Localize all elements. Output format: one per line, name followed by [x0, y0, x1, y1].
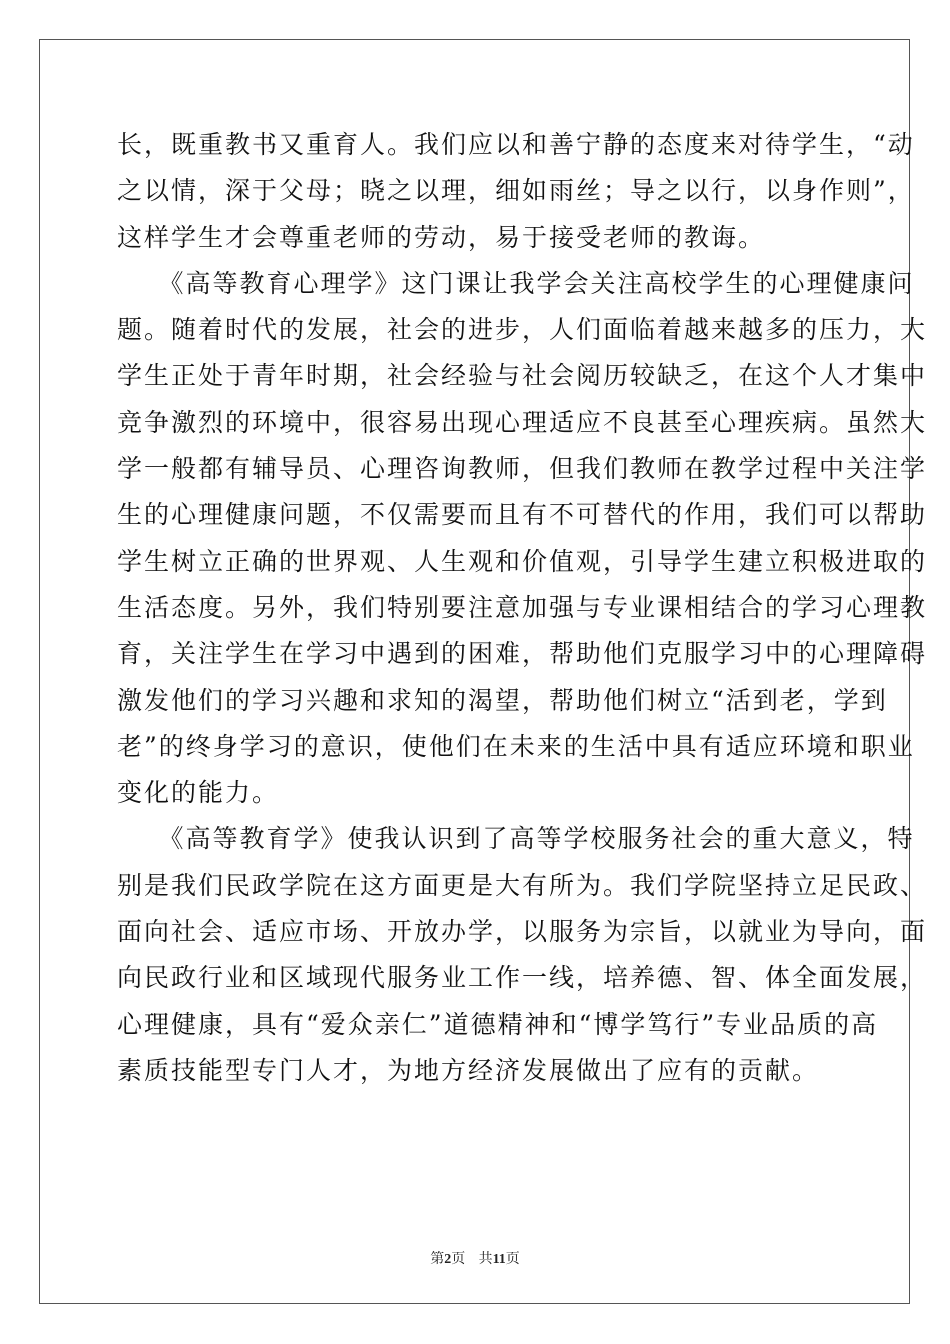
text-line: 激发他们的学习兴趣和求知的渴望，帮助他们树立“活到老，学到 [117, 685, 888, 715]
text-line: 向民政行业和区域现代服务业工作一线，培养德、智、体全面发展， [117, 963, 928, 993]
text-line: 生活态度。另外，我们特别要注意加强与专业课相结合的学习心理教 [117, 592, 928, 622]
text-line: 长，既重教书又重育人。我们应以和善宁静的态度来对待学生，“动 [117, 130, 915, 159]
footer-page-suffix: 页 [451, 1251, 466, 1267]
page-number: 2 [444, 1252, 452, 1267]
text-line: 育，关注学生在学习中遇到的困难，帮助他们克服学习中的心理障碍 [117, 639, 928, 669]
text-line: 学生正处于青年时期，社会经验与社会阅历较缺乏，在这个人才集中 [117, 361, 928, 391]
total-pages: 11 [492, 1252, 506, 1267]
text-line: 素质技能型专门人才，为地方经济发展做出了应有的贡献。 [117, 1055, 820, 1085]
text-line: 心理健康，具有“爱众亲仁”道德精神和“博学笃行”专业品质的高 [117, 1009, 879, 1039]
text-line: 学一般都有辅导员、心理咨询教师，但我们教师在教学过程中关注学 [117, 454, 928, 484]
text-line: 别是我们民政学院在这方面更是大有所为。我们学院坚持立足民政、 [117, 870, 928, 900]
text-line: 竞争激烈的环境中，很容易出现心理适应不良甚至心理疾病。虽然大 [117, 407, 928, 437]
document-body [117, 122, 928, 1094]
page-footer [0, 1248, 950, 1268]
text-line: 生的心理健康问题，不仅需要而且有不可替代的作用，我们可以帮助 [117, 500, 928, 530]
text-line: 老”的终身学习的意识，使他们在未来的生活中具有适应环境和职业 [117, 731, 915, 761]
footer-total-prefix: 共 [478, 1251, 493, 1267]
text-line: 之以情，深于父母；晓之以理，细如雨丝；导之以行，以身作则”， [117, 176, 915, 206]
text-line: 《高等教育学》使我认识到了高等学校服务社会的重大意义，特 [117, 824, 915, 854]
text-line: 面向社会、适应市场、开放办学，以服务为宗旨，以就业为导向，面 [117, 917, 928, 947]
text-line: 《高等教育心理学》这门课让我学会关注高校学生的心理健康问 [117, 268, 915, 298]
text-line: 题。随着时代的发展，社会的进步，人们面临着越来越多的压力，大 [117, 315, 928, 345]
text-line: 变化的能力。 [117, 778, 280, 808]
text-line: 学生树立正确的世界观、人生观和价值观，引导学生建立积极进取的 [117, 546, 928, 576]
footer-prefix: 第 [430, 1251, 445, 1267]
footer-total-suffix: 页 [505, 1251, 520, 1267]
text-line: 这样学生才会尊重老师的劳动，易于接受老师的教诲。 [117, 222, 766, 252]
